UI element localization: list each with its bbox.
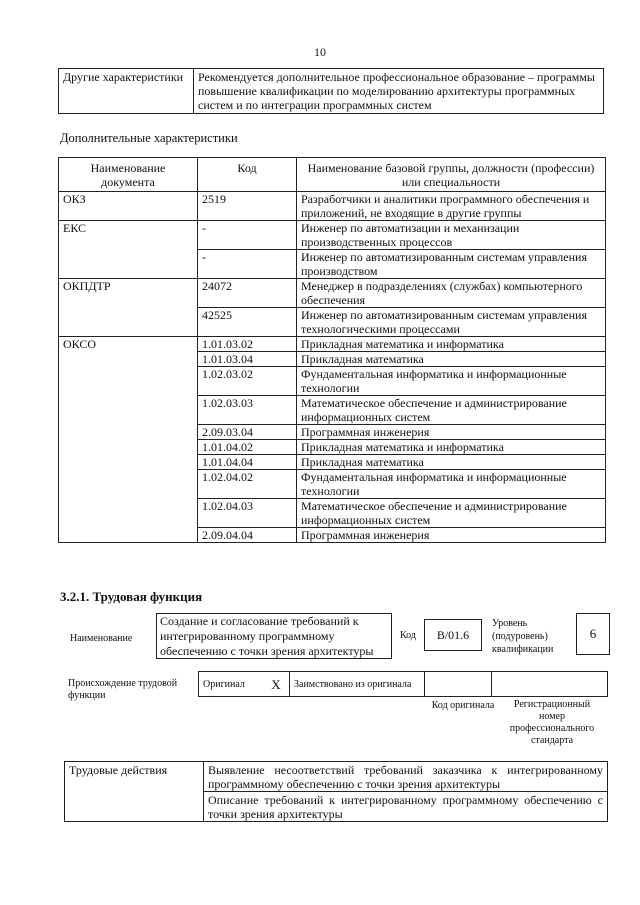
other-characteristics-text: Рекомендуется дополнительное профессиональное образование – программы повышение квалификации по моделированию архитектуры программных систем и по интеграции программных систем [194,69,604,114]
code-cell: 1.02.03.03 [198,396,297,425]
document-cell: ОКЗ [59,192,198,221]
code-cell: 2.09.04.04 [198,528,297,543]
code-cell: 2519 [198,192,297,221]
additional-characteristics-table [58,157,606,543]
other-characteristics-label: Другие характеристики [59,69,194,114]
table-row [59,337,606,352]
table-row [59,192,606,221]
name-cell: Математическое обеспечение и администрирование информационных систем [297,396,606,425]
labor-action-item: Выявление несоответствий требований заказчика к интегрированному программному обеспечению с точки зрения архитектуры [204,762,608,792]
name-cell: Прикладная математика и информатика [297,440,606,455]
name-cell: Программная инженерия [297,425,606,440]
code-cell: 1.02.03.02 [198,367,297,396]
table-header-row [59,158,606,192]
table-row [59,279,606,308]
code-cell: 1.01.03.02 [198,337,297,352]
labor-actions-table [64,761,608,822]
origin-code-caption: Код оригинала [431,700,495,711]
level-label: Уровень (подуровень) квалификации [492,618,554,655]
code-cell: 1.02.04.02 [198,470,297,499]
reg-number-cell [492,672,608,697]
name-cell: Инженер по автоматизированным системам управления производством [297,250,606,279]
labor-actions-label: Трудовые действия [65,762,204,822]
labor-action-item: Описание требований к интегрированному программному обеспечению с точки зрения архитектуры [204,792,608,822]
name-cell: Прикладная математика и информатика [297,337,606,352]
code-cell: 2.09.03.04 [198,425,297,440]
code-cell: - [198,221,297,250]
page-number: 10 [314,45,326,59]
section-title: 3.2.1. Трудовая функция [60,589,203,604]
origin-label: Происхождение трудовой функции [68,678,178,701]
origin-code-cell [425,672,492,697]
document-cell: ОКПДТР [59,279,198,337]
original-mark: X [263,672,290,697]
name-cell: Инженер по автоматизированным системам управления технологическими процессами [297,308,606,337]
origin-row [198,671,608,697]
function-code-box: В/01.6 [424,619,482,651]
function-name-box: Создание и согласование требований к интегрированному программному обеспечению с точки зрения архитектуры [156,613,392,659]
name-label: Наименование [70,633,133,644]
reg-number-caption: Регистрационный номер профессионального стандарта [509,699,595,746]
additional-characteristics-title: Дополнительные характеристики [60,131,238,145]
name-cell: Математическое обеспечение и администрирование информационных систем [297,499,606,528]
code-cell: 1.02.04.03 [198,499,297,528]
name-cell: Разработчики и аналитики программного обеспечения и приложений, не входящие в другие группы [297,192,606,221]
name-cell: Менеджер в подразделениях (службах) компьютерного обеспечения [297,279,606,308]
name-cell: Программная инженерия [297,528,606,543]
code-cell: 24072 [198,279,297,308]
document-cell: ЕКС [59,221,198,279]
level-box: 6 [576,613,610,655]
name-cell: Прикладная математика [297,455,606,470]
name-cell: Фундаментальная информатика и информационные технологии [297,470,606,499]
other-characteristics-table [58,68,604,114]
code-cell: 1.01.04.04 [198,455,297,470]
code-cell: 1.01.04.02 [198,440,297,455]
name-cell: Прикладная математика [297,352,606,367]
header-name: Наименование базовой группы, должности (профессии) или специальности [297,158,606,192]
code-cell: 42525 [198,308,297,337]
name-cell: Фундаментальная информатика и информационные технологии [297,367,606,396]
code-label: Код [400,630,416,641]
header-code: Код [198,158,297,192]
code-cell: 1.01.03.04 [198,352,297,367]
table-row [59,221,606,250]
code-cell: - [198,250,297,279]
original-label: Оригинал [199,672,264,697]
borrowed-label: Заимствовано из оригинала [290,672,425,697]
header-document: Наименование документа [59,158,198,192]
name-cell: Инженер по автоматизации и механизации производственных процессов [297,221,606,250]
document-cell: ОКСО [59,337,198,543]
